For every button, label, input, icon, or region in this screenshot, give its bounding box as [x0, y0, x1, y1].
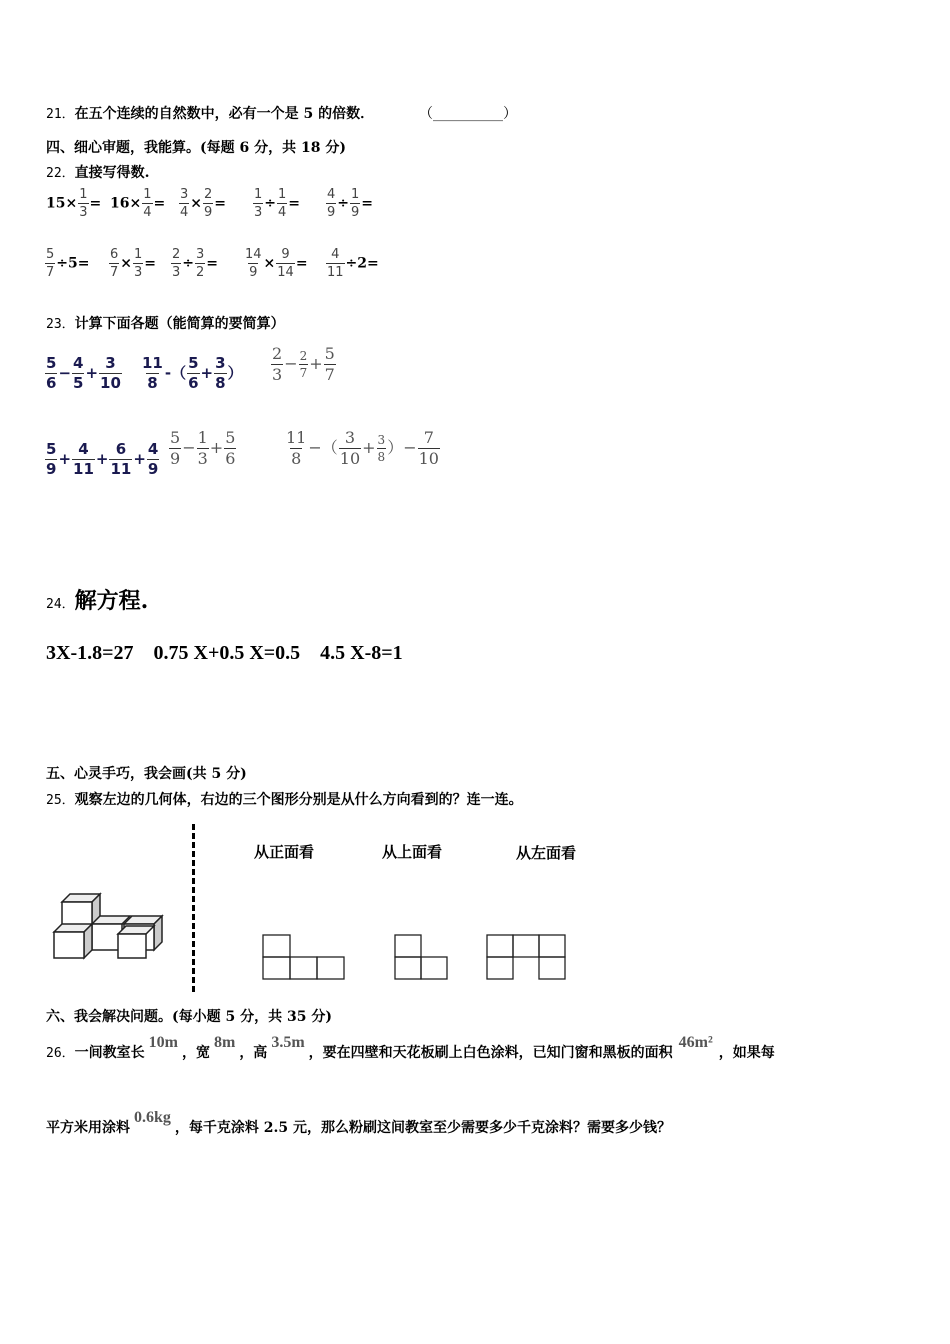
fraction: $\frac{5}{6}$: [225, 428, 236, 468]
fraction: $\frac{3}{10}$: [339, 428, 361, 468]
question-text: ，如果每: [718, 1045, 775, 1061]
fraction: $\frac{1}{3}$: [134, 247, 143, 280]
expression-1: [44, 356, 123, 391]
equals: ÷5=: [56, 255, 90, 272]
fraction: $\frac{4}{5}$: [73, 354, 84, 392]
fraction: $\frac{3}{8}$: [215, 354, 226, 392]
operator: ÷: [264, 195, 277, 212]
operator: +: [58, 450, 72, 468]
question-number: 23．: [46, 317, 75, 332]
operator: +: [209, 438, 224, 457]
operator: −: [284, 354, 298, 373]
operator: +: [309, 354, 323, 373]
question-text: ，要在四壁和天花板刷上白色涂料，已知门窗和黑板的面积: [308, 1045, 673, 1061]
fraction: $\frac{11}{8}$: [142, 354, 163, 392]
fraction: $\frac{1}{9}$: [351, 187, 360, 220]
question-number: 22．: [46, 166, 75, 181]
caption-left-view: 从左面看: [516, 844, 577, 862]
operator: ）: [227, 364, 243, 382]
fraction: $\frac{3}{10}$: [100, 354, 121, 392]
fraction: $\frac{6}{7}$: [110, 247, 119, 280]
operator: +: [362, 438, 376, 457]
operator: −（: [308, 438, 338, 457]
equals: =: [89, 195, 102, 212]
question-text: 一间教室长: [74, 1045, 145, 1061]
view-shape-2[interactable]: [394, 934, 450, 980]
fraction: $\frac{3}{4}$: [180, 187, 189, 220]
calc-item: [44, 248, 89, 279]
question-23: [46, 313, 285, 333]
fraction: $\frac{6}{11}$: [110, 440, 132, 478]
value-height: 3.5m: [271, 1034, 305, 1051]
question-title: 解方程.: [74, 588, 149, 614]
fraction: $\frac{4}{11}$: [73, 440, 94, 478]
question-text: ，每千克涂料 2.5 元，那么粉刷这间教室至少需要多少千克涂料？需要多少钱？: [174, 1120, 672, 1136]
fraction: $\frac{1}{4}$: [278, 187, 287, 220]
fraction: $\frac{14}{9}$: [245, 247, 262, 280]
fraction: $\frac{2}{3}$: [172, 247, 181, 280]
question-24: [46, 584, 148, 615]
fraction: $\frac{5}{6}$: [46, 354, 57, 392]
calc-item: [243, 248, 308, 279]
operator: ×: [190, 195, 203, 212]
question-number: 21．: [46, 107, 75, 122]
fraction: $\frac{2}{3}$: [272, 344, 283, 384]
expression-5: [168, 430, 237, 467]
question-25: [46, 789, 523, 809]
question-text: 在五个连续的自然数中，必有一个是 5 的倍数．: [74, 106, 375, 122]
calc-item: [252, 188, 300, 219]
question-number: 24．: [46, 597, 75, 612]
expression-4: [44, 442, 160, 477]
calc-item: [46, 188, 101, 219]
question-number: 25．: [46, 793, 75, 808]
divider-dashed: [192, 824, 195, 992]
operator: ×: [263, 255, 276, 272]
operator: ）−: [387, 438, 417, 457]
operand: 16×: [110, 195, 142, 212]
equations: 3X-1.8=27 0.75 X+0.5 X=0.5 4.5 X-8=1: [46, 642, 403, 664]
fraction: $\frac{11}{8}$: [286, 428, 307, 468]
caption-top-view: 从上面看: [382, 843, 443, 861]
question-26-line-2: [46, 1109, 672, 1137]
cube-solid-figure: [48, 890, 173, 965]
question-text: ，宽: [181, 1045, 210, 1061]
value-area: 46m²: [678, 1034, 713, 1051]
calc-item: [170, 248, 218, 279]
fraction: $\frac{4}{11}$: [327, 247, 344, 280]
caption-front-view: 从正面看: [254, 843, 315, 861]
section-4-title: 四、细心审题，我能算。(每题 6 分，共 18 分): [46, 140, 346, 156]
operator: +: [85, 364, 99, 382]
answer-blank[interactable]: （__________）: [419, 106, 518, 122]
operand: 15×: [46, 195, 78, 212]
fraction: $\frac{1}{3}$: [197, 428, 208, 468]
view-shape-3[interactable]: [486, 934, 568, 980]
section-5-title: 五、心灵手巧，我会画(共 5 分): [46, 766, 247, 782]
question-21: [46, 103, 517, 123]
question-title: 直接写得数.: [74, 165, 150, 181]
fraction: $\frac{5}{9}$: [46, 440, 57, 478]
expression-6: [284, 430, 441, 467]
calc-item: [178, 188, 226, 219]
calc-item: [325, 188, 373, 219]
fraction: $\frac{5}{7}$: [324, 344, 335, 384]
calc-item: [110, 188, 165, 219]
fraction: $\frac{5}{9}$: [170, 428, 181, 468]
expression-3: [270, 346, 337, 383]
operator: +: [133, 450, 146, 468]
expression-2: [140, 356, 243, 391]
equals: ÷2=: [345, 255, 379, 272]
operator: ×: [120, 255, 133, 272]
operator: ÷: [182, 255, 195, 272]
operator: -（: [164, 364, 187, 382]
operator: −: [182, 438, 196, 457]
value-width: 8m: [213, 1034, 236, 1051]
fraction: $\frac{2}{9}$: [204, 187, 213, 220]
view-shape-1[interactable]: [262, 934, 346, 980]
fraction: $\frac{3}{2}$: [196, 247, 205, 280]
fraction: $\frac{1}{3}$: [254, 187, 263, 220]
operator: −: [58, 364, 72, 382]
equals: =: [206, 255, 219, 272]
question-number: 26．: [46, 1046, 75, 1061]
question-26-line-1: [46, 1034, 775, 1062]
fraction: $\frac{4}{9}$: [147, 440, 159, 478]
fraction: $\frac{3}{8}$: [377, 433, 386, 464]
question-title: 计算下面各题（能简算的要简算）: [74, 316, 285, 332]
question-22: [46, 162, 150, 182]
fraction: $\frac{9}{14}$: [277, 247, 294, 280]
equals: =: [153, 195, 166, 212]
section-6-title: 六、我会解决问题。(每小题 5 分，共 35 分): [46, 1009, 332, 1025]
fraction: $\frac{5}{7}$: [46, 247, 55, 280]
equals: =: [144, 255, 157, 272]
equals: =: [361, 195, 374, 212]
operator: +: [95, 450, 109, 468]
fraction: $\frac{1}{3}$: [79, 187, 88, 220]
operator: +: [200, 364, 214, 382]
operator: ÷: [337, 195, 350, 212]
equals: =: [295, 255, 308, 272]
fraction: $\frac{7}{10}$: [418, 428, 439, 468]
fraction: $\frac{4}{9}$: [327, 187, 336, 220]
fraction: $\frac{2}{7}$: [299, 349, 308, 380]
value-paint-per-sqm: 0.6kg: [134, 1109, 171, 1126]
calc-item: [325, 248, 379, 279]
question-text: ，高: [239, 1045, 268, 1061]
question-text: 观察左边的几何体，右边的三个图形分别是从什么方向看到的？连一连。: [74, 792, 523, 808]
equals: =: [214, 195, 227, 212]
fraction: $\frac{5}{6}$: [188, 354, 199, 392]
question-text: 平方米用涂料: [46, 1120, 130, 1136]
fraction: $\frac{1}{4}$: [143, 187, 152, 220]
calc-item: [108, 248, 156, 279]
value-length: 10m: [148, 1034, 178, 1051]
equals: =: [288, 195, 301, 212]
